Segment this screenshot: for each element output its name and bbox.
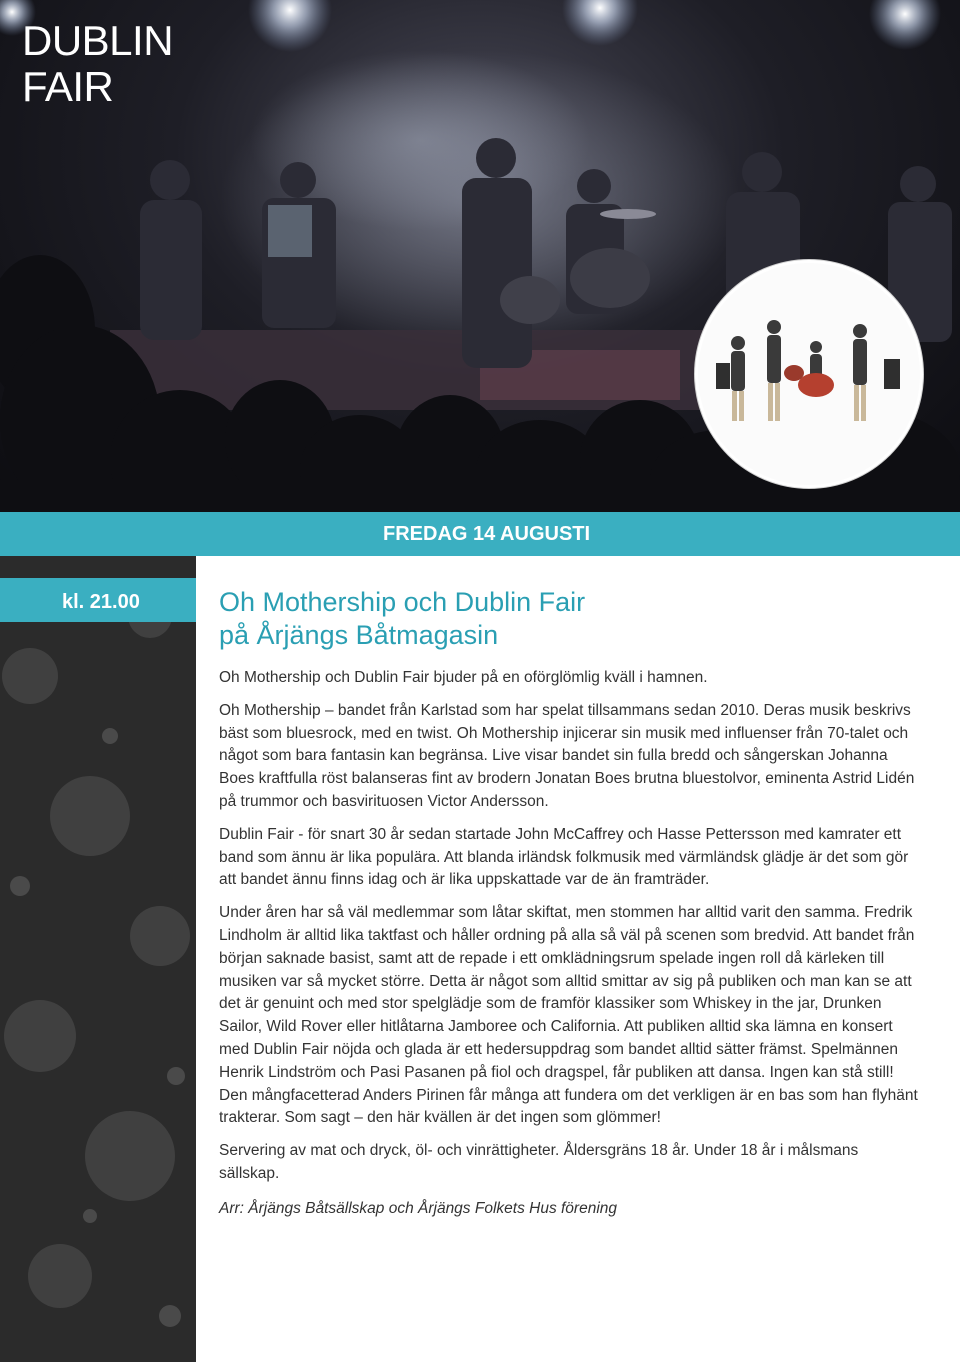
event-description <box>219 667 919 1231</box>
dublin-fair-paragraph: Dublin Fair - för snart 30 år sedan startade John McCaffrey och Hasse Pettersson med kamrater ett band som ännu är lika populära. Att blanda irländsk folkmusik med värmländsk glädje är det som gör att bandet ännu finns idag och är lika uppskattade var de än framträder. <box>219 825 909 889</box>
band-name-line1: DUBLIN <box>22 17 174 64</box>
event-title-line1: Oh Mothership och Dublin Fair <box>219 587 586 617</box>
history-paragraph: Under åren har så väl medlemmar som låtar skiftat, men stommen har alltid varit den samma. Fredrik Lindholm är alltid lika taktfast och håller ordning på alla så väl på scenen som bredvid. Att bandet från början saknade basist, samt att de repade i ett omklädningsrum spelade ingen roll då kärleken till musiken var så mycket större. Detta är något som alltid smittar av sig på publiken och man kan se att det är genuint och med stor spelglädje som de framför klassiker som Whiskey in the jar, Drunken Sailor, Wild Rover eller hitlåtarna Jamboree och California. Att publiken alltid ska lämna en konsert med Dublin Fair nöjda och glada är ett hedersuppdrag som bandet alltid sätter främst. Spelmännen Henrik Lindström och Pasi Pasanen på fiol och dragspel, får publiken att dansa. Ingen kan stå still! Den mångfacetterad Anders Pirinen får många att fundera om det verkligen är en bas som han flyhänt trakterar. Som sagt – den här kvällen är det ingen som glömmer! <box>219 904 918 1127</box>
oh-mothership-paragraph: Oh Mothership – bandet från Karlstad som har spelat tillsammans sedan 2010. Deras musik beskrivs bäst som bluesrock, med en twist. Oh Mothership injicerar sin musik med influenser från 70-talet och något som bara fantasin kan begränsa. Live visar bandet sin fulla bredd och sångerskan Johanna Boes kraftfulla röst balanseras fint av brodern Jonatan Boes brutna bluestolvor, eminenta Astrid Lidén på trummor och basvirituosen Victor Andersson. <box>219 701 915 810</box>
band-name-line2: FAIR <box>22 63 114 110</box>
event-time: kl. 21.00 <box>62 591 140 613</box>
event-title <box>219 586 919 652</box>
decorative-texture <box>0 556 196 1362</box>
intro-paragraph: Oh Mothership och Dublin Fair bjuder på en oförglömlig kväll i hamnen. <box>219 669 708 686</box>
serving-info-paragraph: Servering av mat och dryck, öl- och vinrättigheter. Åldersgräns 18 år. Under 18 år i målsmans sällskap. <box>219 1142 859 1182</box>
spotlight-icon <box>248 0 332 52</box>
band-name-heading <box>22 18 173 110</box>
event-date-heading: FREDAG 14 AUGUSTI <box>383 523 591 545</box>
spotlight-icon <box>562 0 638 46</box>
inset-band-illustration <box>698 263 920 485</box>
organizer-credit: Arr: Årjängs Båtsällskap och Årjängs Folkets Hus förening <box>219 1199 618 1217</box>
spotlight-icon <box>869 0 941 50</box>
inset-band-photo <box>695 260 923 488</box>
event-title-line2: på Årjängs Båtmagasin <box>219 620 499 650</box>
